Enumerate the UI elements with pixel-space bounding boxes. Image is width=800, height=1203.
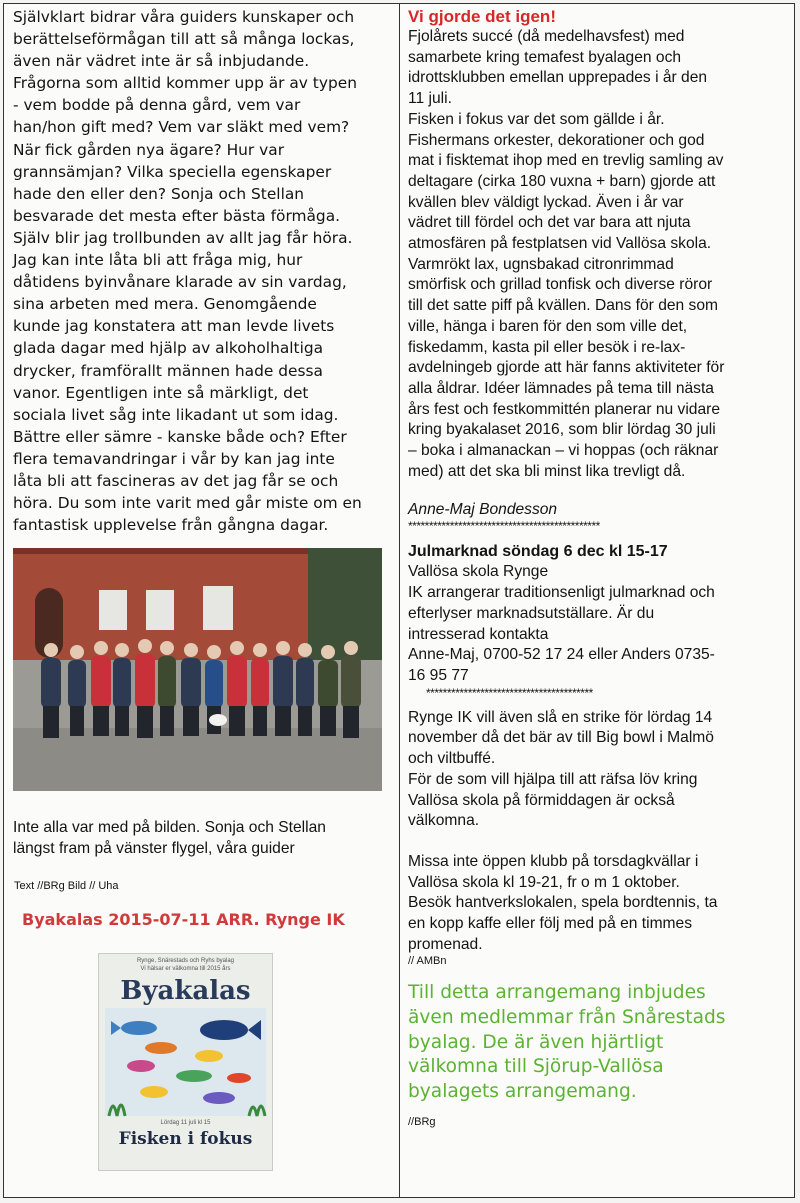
right-column	[408, 6, 794, 1128]
poster-title: Byakalas	[120, 976, 251, 1006]
festival-paragraph: Fjolårets succé (då medelhavsfest) med samarbete kring temafest byalagen och idrottsklubben emellan upprepades i år den 11 juli. Fisken i fokus var det som gällde i år. Fishermans orkester, dekorationer och god mat i fisktemat ihop med en trevlig samling av deltagare (cirka 180 vuxna + barn) gjorde att kvällen blev väldigt lyckad. Även i år var vädret till fördel och det var bara att njuta atmosfären på festplatsen vid Vallösa skola. Varmrökt lax, ugnsbakad citronrimmad smörfisk och grillad tonfisk och diverse röror till det satte piff på kvällen. Dans för den som ville, hänga i baren för den som ville det, fiskedamm, kasta pil eller besök i re-lax- avdelningeb gjorde att här fanns aktiviteter för alla åldrar. Idéer lämnades på tema till nästa års fest och festkommittén planerar nu vidare kring byakalaset 2016, som blir lördag 30 juli – boka i almanackan – vi hoppas (och räknar med) att det ska bli minst lika trevligt då.	[408, 28, 725, 480]
group-photo-image	[13, 548, 382, 791]
star-separator-2: ****************************************	[426, 686, 593, 700]
klubb-text: Missa inte öppen klubb på torsdagkvällar i Vallösa skola kl 19-21, fr o m 1 oktober. Besök hantverkslokalen, spela bordtennis, ta en kopp kaffe eller följ med på en timmes promenad.	[408, 852, 718, 953]
julmarknad-heading: Julmarknad söndag 6 dec kl 15-17	[408, 543, 668, 561]
poster-sub-line: Vi hälsar er välkomna till 2015 års	[140, 966, 231, 972]
poster-fish-illustration	[99, 1006, 272, 1118]
poster-date-line: Lördag 11 juli kl 15	[160, 1120, 211, 1126]
byakalas-poster	[98, 953, 273, 1171]
column-divider	[399, 3, 400, 1198]
article-paragraph: Självklart bidrar våra guiders kunskaper och berättelseförmågan till att så många lockas, även när vädret inte är så inbjudande. Frågorna som alltid kommer upp är av typen - vem bodde på denna gård, vem var han/hon gift med? Vem var släkt med vem? När fick gården nya ägare? Hur var grannsämjan? Vilka speciella egenskaper hade den eller den? Sonja och Stellan besvarade det mesta efter bästa förmåga. Själv blir jag trollbunden av allt jag får höra. Jag kan inte låta bli att fråga mig, hur dåtidens byinvånare klarade av sin vardag, sina arbeten med mera. Genomgående kunde jag konstatera att man levde livets glada dagar med hjälp av alkoholhaltiga drycker, framförallt männen hade dessa vanor. Egentligen inte så märkligt, det sociala livet såg inte likadant ut som idag. Bättre eller sämre - kanske både och? Efter flera temavandringar i vår by kan jag inte låta bli att fascineras av det jag får se och höra. Du som inte varit med går miste om en fantastisk upplevelse från gångna dagar.	[13, 8, 362, 535]
invitation-text: Till detta arrangemang inbjudes även medlemmar från Snårestads byalag. De är även hjärtligt välkomna till Sjörup-Vallösa byalagets arrangemang.	[408, 982, 726, 1102]
poster-top-line: Rynge, Snärestads och Ryhs byalag	[136, 958, 235, 964]
article-heading: Vi gjorde det igen!	[408, 7, 556, 26]
strike-text: Rynge IK vill även slå en strike för lördag 14 november då det bär av till Big bowl i Malmö och viltbuffé. För de som vill hjälpa till att räfsa löv kring Vallösa skola på förmiddagen är också välkomna.	[408, 708, 714, 830]
photo-caption: Inte alla var med på bilden. Sonja och Stellan längst fram på vänster flygel, våra guider	[13, 819, 326, 857]
poster-bottom-title: Fisken i fokus	[118, 1129, 253, 1149]
julmarknad-text: Vallösa skola Rynge IK arrangerar traditionsenligt julmarknad och efterlyser marknadsutställare. Är du intresserad kontakta Anne-Maj, 0700-52 17 24 eller Anders 0735- 16 95 77	[408, 563, 715, 684]
author-signature: Anne-Maj Bondesson	[408, 501, 558, 519]
star-separator: **********************************************	[408, 520, 600, 534]
caption-block	[13, 818, 393, 859]
final-signature: //BRg	[408, 1116, 436, 1129]
left-column	[13, 6, 393, 536]
photo-credit: Text //BRg Bild // Uha	[14, 880, 119, 892]
group-photo	[13, 548, 382, 791]
klubb-signature: // AMBn	[408, 955, 447, 968]
event-title: Byakalas 2015-07-11 ARR. Rynge IK	[22, 910, 345, 929]
